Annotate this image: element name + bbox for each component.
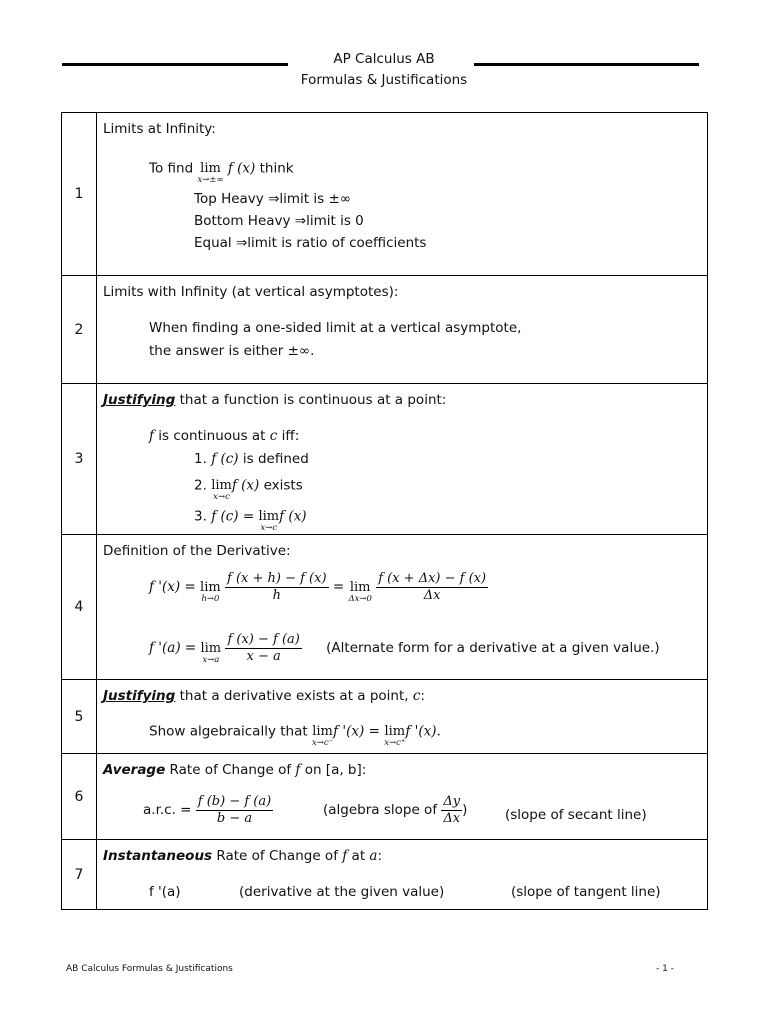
- function-expr: f (x): [227, 160, 256, 177]
- emphasis-justifying: Justifying: [103, 688, 176, 704]
- table-row: [62, 754, 708, 840]
- row-number: 2: [62, 276, 97, 384]
- table-row: [62, 680, 708, 754]
- difference-quotient-dx: $\frac{f (x + \Delta x) - f (x)}{\Delta x}$: [378, 571, 487, 603]
- table-row: [62, 113, 708, 276]
- derivative-definition: f '(x) = lim h→0 $\frac{f (x + h) - f (x)}{h}$ = lim Δx→0 $\frac{f (x + \Delta x) - f (x)}{\Delta x}$: [149, 571, 487, 604]
- emphasis-instantaneous: Instantaneous: [103, 848, 213, 864]
- footer-title: AB Calculus Formulas & Justifications: [66, 964, 233, 974]
- row-number: 3: [62, 384, 97, 535]
- to-find-line: [149, 157, 294, 185]
- think-text: think: [259, 160, 294, 177]
- row-content: [97, 384, 708, 535]
- condition-2: 2. lim x→c f (x) exists: [194, 477, 303, 502]
- limit-notation: lim x→±∞: [197, 161, 224, 185]
- emphasis-justifying: Justifying: [103, 392, 176, 408]
- row-number: 4: [62, 535, 97, 680]
- row-content: [97, 840, 708, 910]
- row-content: [97, 113, 708, 276]
- average-rate-formula: a.r.c. = $\frac{f (b) - f (a)}{b - a}$: [143, 794, 272, 826]
- alternate-note: (Alternate form for a derivative at a given value.): [326, 640, 660, 657]
- row-number: 7: [62, 840, 97, 910]
- rule-bottom-heavy: Bottom Heavy ⇒limit is 0: [194, 213, 364, 229]
- algebra-slope-note: (algebra slope of $\frac{\Delta y}{\Delta x}$ ): [323, 794, 468, 826]
- secant-note: (slope of secant line): [505, 807, 647, 823]
- row-title: Limits at Infinity:: [103, 121, 216, 137]
- condition-1: 1. f (c) is defined: [194, 451, 309, 467]
- row-number: 6: [62, 754, 97, 840]
- page-number: - 1 -: [656, 964, 674, 974]
- row-title: Justifying that a derivative exists at a point, c:: [103, 688, 425, 704]
- condition-3: 3. f (c) = lim x→c f (x): [194, 508, 307, 533]
- difference-quotient-h: $\frac{f (x + h) - f (x)}{h}$: [227, 571, 327, 603]
- table-row: [62, 840, 708, 910]
- page-subtitle: Formulas & Justifications: [300, 72, 468, 88]
- row-title: Average Rate of Change of f on [a, b]:: [103, 762, 367, 778]
- row-title: Definition of the Derivative:: [103, 543, 291, 559]
- row-content: [97, 276, 708, 384]
- secant-quotient: $\frac{f (b) - f (a)}{b - a}$: [197, 794, 272, 826]
- row-content: [97, 535, 708, 680]
- alternate-quotient: $\frac{f (x) - f (a)}{x - a}$: [227, 632, 300, 664]
- table-row: [62, 276, 708, 384]
- alternate-derivative: f '(a) = lim x→a $\frac{f (x) - f (a)}{x - a}$ (Alternate form for a derivative at a given value.): [149, 632, 660, 665]
- to-find-text: To find: [149, 160, 194, 177]
- one-sided-derivatives: Show algebraically that lim x→c⁻ f '(x) = lim x→c⁺ f '(x).: [149, 723, 441, 748]
- derivative-note: (derivative at the given value): [239, 884, 445, 900]
- row-title: Justifying that a function is continuous at a point:: [103, 392, 447, 408]
- table-row: [62, 535, 708, 680]
- row-title: Limits with Infinity (at vertical asymptotes):: [103, 284, 399, 300]
- row-number: 1: [62, 113, 97, 276]
- rule-equal: Equal ⇒limit is ratio of coefficients: [194, 235, 427, 251]
- asymptote-text-2: the answer is either ±∞.: [149, 343, 315, 359]
- emphasis-average: Average: [103, 762, 166, 778]
- rule-top-heavy: Top Heavy ⇒limit is ±∞: [194, 191, 352, 207]
- tangent-note: (slope of tangent line): [511, 884, 661, 900]
- instantaneous-derivative: f '(a): [149, 884, 181, 900]
- row-title: Instantaneous Rate of Change of f at a:: [103, 848, 383, 864]
- continuity-statement: f is continuous at c iff:: [149, 428, 300, 444]
- row-number: 5: [62, 680, 97, 754]
- row-content: [97, 754, 708, 840]
- row-content: [97, 680, 708, 754]
- asymptote-text-1: When finding a one-sided limit at a vertical asymptote,: [149, 320, 522, 336]
- formula-table: [61, 112, 708, 910]
- page-title: AP Calculus AB: [333, 51, 435, 67]
- table-row: [62, 384, 708, 535]
